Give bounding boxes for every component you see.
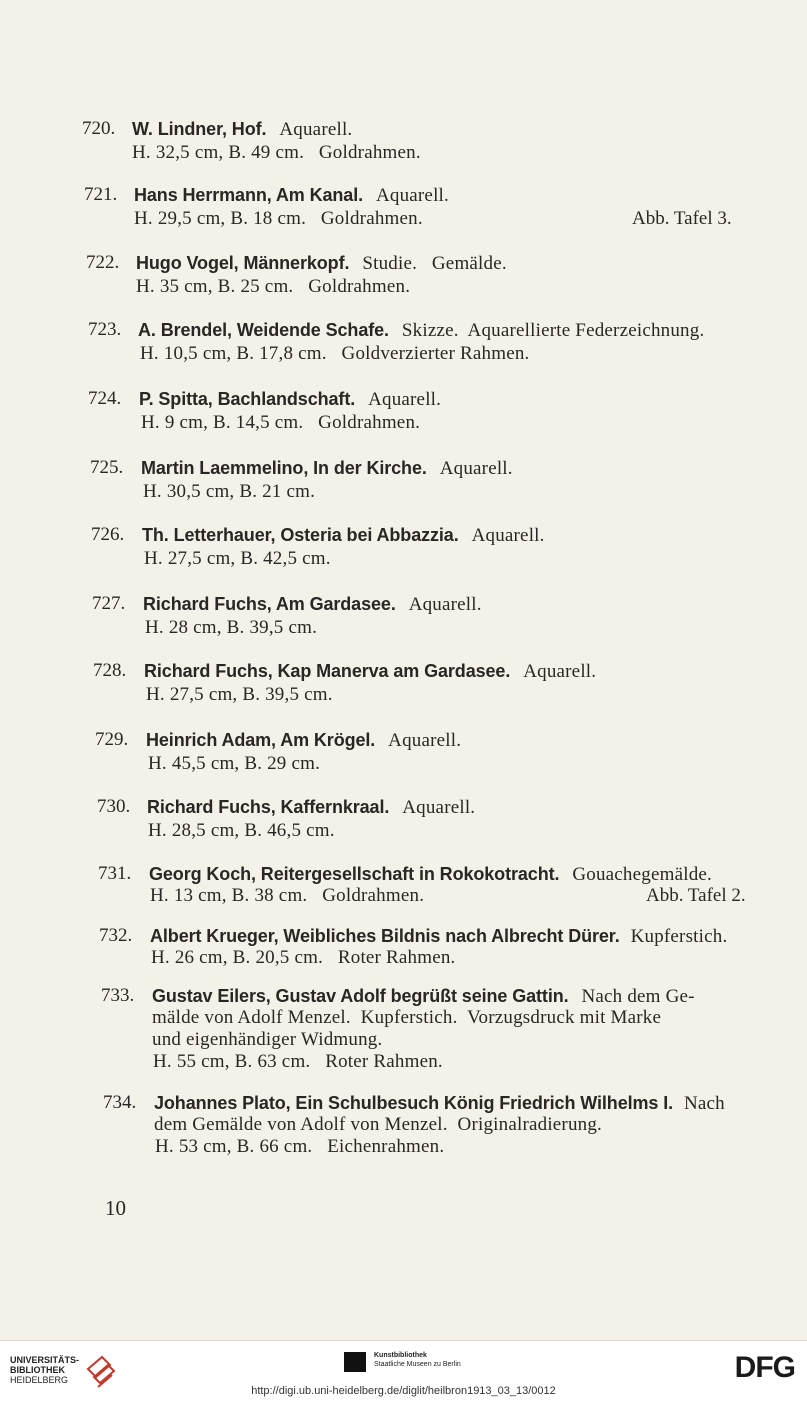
entry-medium: Aquarell. xyxy=(368,389,442,410)
entry-dimensions: H. 35 cm, B. 25 cm. Goldrahmen. xyxy=(136,276,411,297)
entry-title: W. Lindner, Hof. xyxy=(132,119,267,139)
entry-dimensions: H. 28 cm, B. 39,5 cm. xyxy=(145,617,318,638)
entry-medium: Nach dem Ge- xyxy=(581,986,695,1007)
entry-medium: Skizze. Aquarellierte Federzeichnung. xyxy=(401,320,705,341)
page-number: 10 xyxy=(105,1196,126,1220)
entry-title: P. Spitta, Bachlandschaft. xyxy=(139,389,356,409)
entry-number: 722. xyxy=(86,252,120,273)
logo-line: Kunstbibliothek xyxy=(374,1352,427,1359)
entry-title: Richard Fuchs, Kap Manerva am Gardasee. xyxy=(144,661,511,681)
entry-title: Richard Fuchs, Kaffernkraal. xyxy=(147,797,390,817)
entry-number: 727. xyxy=(92,593,126,614)
entry-dimensions: H. 27,5 cm, B. 39,5 cm. xyxy=(146,684,333,705)
entry-medium: Aquarell. xyxy=(388,730,462,751)
entry-dimensions: H. 30,5 cm, B. 21 cm. xyxy=(143,481,316,502)
entry-medium: Studie. Gemälde. xyxy=(362,253,507,274)
entry-dimensions: H. 9 cm, B. 14,5 cm. Goldrahmen. xyxy=(141,412,421,433)
entry-number: 724. xyxy=(88,388,122,409)
entry-title: Hugo Vogel, Männerkopf. xyxy=(136,253,350,273)
entry-dimensions: H. 13 cm, B. 38 cm. Goldrahmen. xyxy=(150,885,425,906)
entry-number: 730. xyxy=(97,796,131,817)
plate-reference: Abb. Tafel 3. xyxy=(632,208,732,229)
logo-line: BIBLIOTHEK xyxy=(10,1365,65,1375)
entry-number: 723. xyxy=(88,319,122,340)
entry-number: 733. xyxy=(101,985,135,1006)
entry-dimensions: H. 28,5 cm, B. 46,5 cm. xyxy=(148,820,335,841)
entry-number: 734. xyxy=(103,1092,137,1113)
entry-number: 721. xyxy=(84,184,118,205)
logo-line: HEIDELBERG xyxy=(10,1375,69,1385)
entry-note: dem Gemälde von Adolf von Menzel. Originalradierung. xyxy=(154,1114,603,1135)
entry-note: und eigenhändiger Widmung. xyxy=(152,1029,383,1050)
entry-number: 731. xyxy=(98,863,132,884)
kunstbibliothek-logo xyxy=(344,1349,494,1373)
kunstbibliothek-mark-icon xyxy=(344,1352,366,1372)
entry-dimensions: H. 27,5 cm, B. 42,5 cm. xyxy=(144,548,331,569)
entry-dimensions: H. 32,5 cm, B. 49 cm. Goldrahmen. xyxy=(132,142,421,163)
entry-title: Albert Krueger, Weibliches Bildnis nach Albrecht Dürer. xyxy=(150,926,620,946)
entry-title: Martin Laemmelino, In der Kirche. xyxy=(141,458,427,478)
entry-title: Hans Herrmann, Am Kanal. xyxy=(134,185,363,205)
entry-number: 729. xyxy=(95,729,129,750)
entry-medium: Nach xyxy=(683,1093,725,1114)
entry-title: Georg Koch, Reitergesellschaft in Rokokotracht. xyxy=(149,864,560,884)
permalink-url[interactable]: http://digi.ub.uni-heidelberg.de/diglit/heilbron1913_03_13/0012 xyxy=(251,1385,556,1397)
entry-medium: Aquarell. xyxy=(439,458,513,479)
entry-medium: Gouachegemälde. xyxy=(572,864,712,885)
footer-bar xyxy=(0,1340,807,1401)
dfg-logo: DFG xyxy=(734,1351,795,1384)
entry-note: mälde von Adolf Menzel. Kupferstich. Vorzugsdruck mit Marke xyxy=(152,1007,662,1028)
logo-line: Staatliche Museen zu Berlin xyxy=(374,1361,461,1368)
entry-dimensions: H. 53 cm, B. 66 cm. Eichenrahmen. xyxy=(155,1136,445,1157)
entry-title: A. Brendel, Weidende Schafe. xyxy=(138,320,389,340)
entry-dimensions: H. 26 cm, B. 20,5 cm. Roter Rahmen. xyxy=(151,947,456,968)
entry-title: Gustav Eilers, Gustav Adolf begrüßt seine Gattin. xyxy=(152,986,569,1006)
entry-number: 720. xyxy=(82,118,116,139)
entry-title: Th. Letterhauer, Osteria bei Abbazzia. xyxy=(142,525,459,545)
entry-number: 726. xyxy=(91,524,125,545)
entry-medium: Kupferstich. xyxy=(630,926,728,947)
entry-title: Johannes Plato, Ein Schulbesuch König Friedrich Wilhelms I. xyxy=(154,1093,674,1113)
entry-dimensions: H. 29,5 cm, B. 18 cm. Goldrahmen. xyxy=(134,208,423,229)
entry-medium: Aquarell. xyxy=(523,661,597,682)
entry-medium: Aquarell. xyxy=(279,119,353,140)
entry-medium: Aquarell. xyxy=(402,797,476,818)
entry-number: 725. xyxy=(90,457,124,478)
entry-number: 732. xyxy=(99,925,133,946)
entry-dimensions: H. 10,5 cm, B. 17,8 cm. Goldverzierter Rahmen. xyxy=(140,343,530,364)
entry-medium: Aquarell. xyxy=(408,594,482,615)
plate-reference: Abb. Tafel 2. xyxy=(646,885,746,906)
entry-dimensions: H. 45,5 cm, B. 29 cm. xyxy=(148,753,321,774)
entry-number: 728. xyxy=(93,660,127,681)
entry-title: Heinrich Adam, Am Krögel. xyxy=(146,730,376,750)
logo-line: UNIVERSITÄTS- xyxy=(10,1355,80,1365)
entry-title: Richard Fuchs, Am Gardasee. xyxy=(143,594,396,614)
entry-medium: Aquarell. xyxy=(471,525,545,546)
entry-dimensions: H. 55 cm, B. 63 cm. Roter Rahmen. xyxy=(153,1051,443,1072)
entry-medium: Aquarell. xyxy=(375,185,449,206)
